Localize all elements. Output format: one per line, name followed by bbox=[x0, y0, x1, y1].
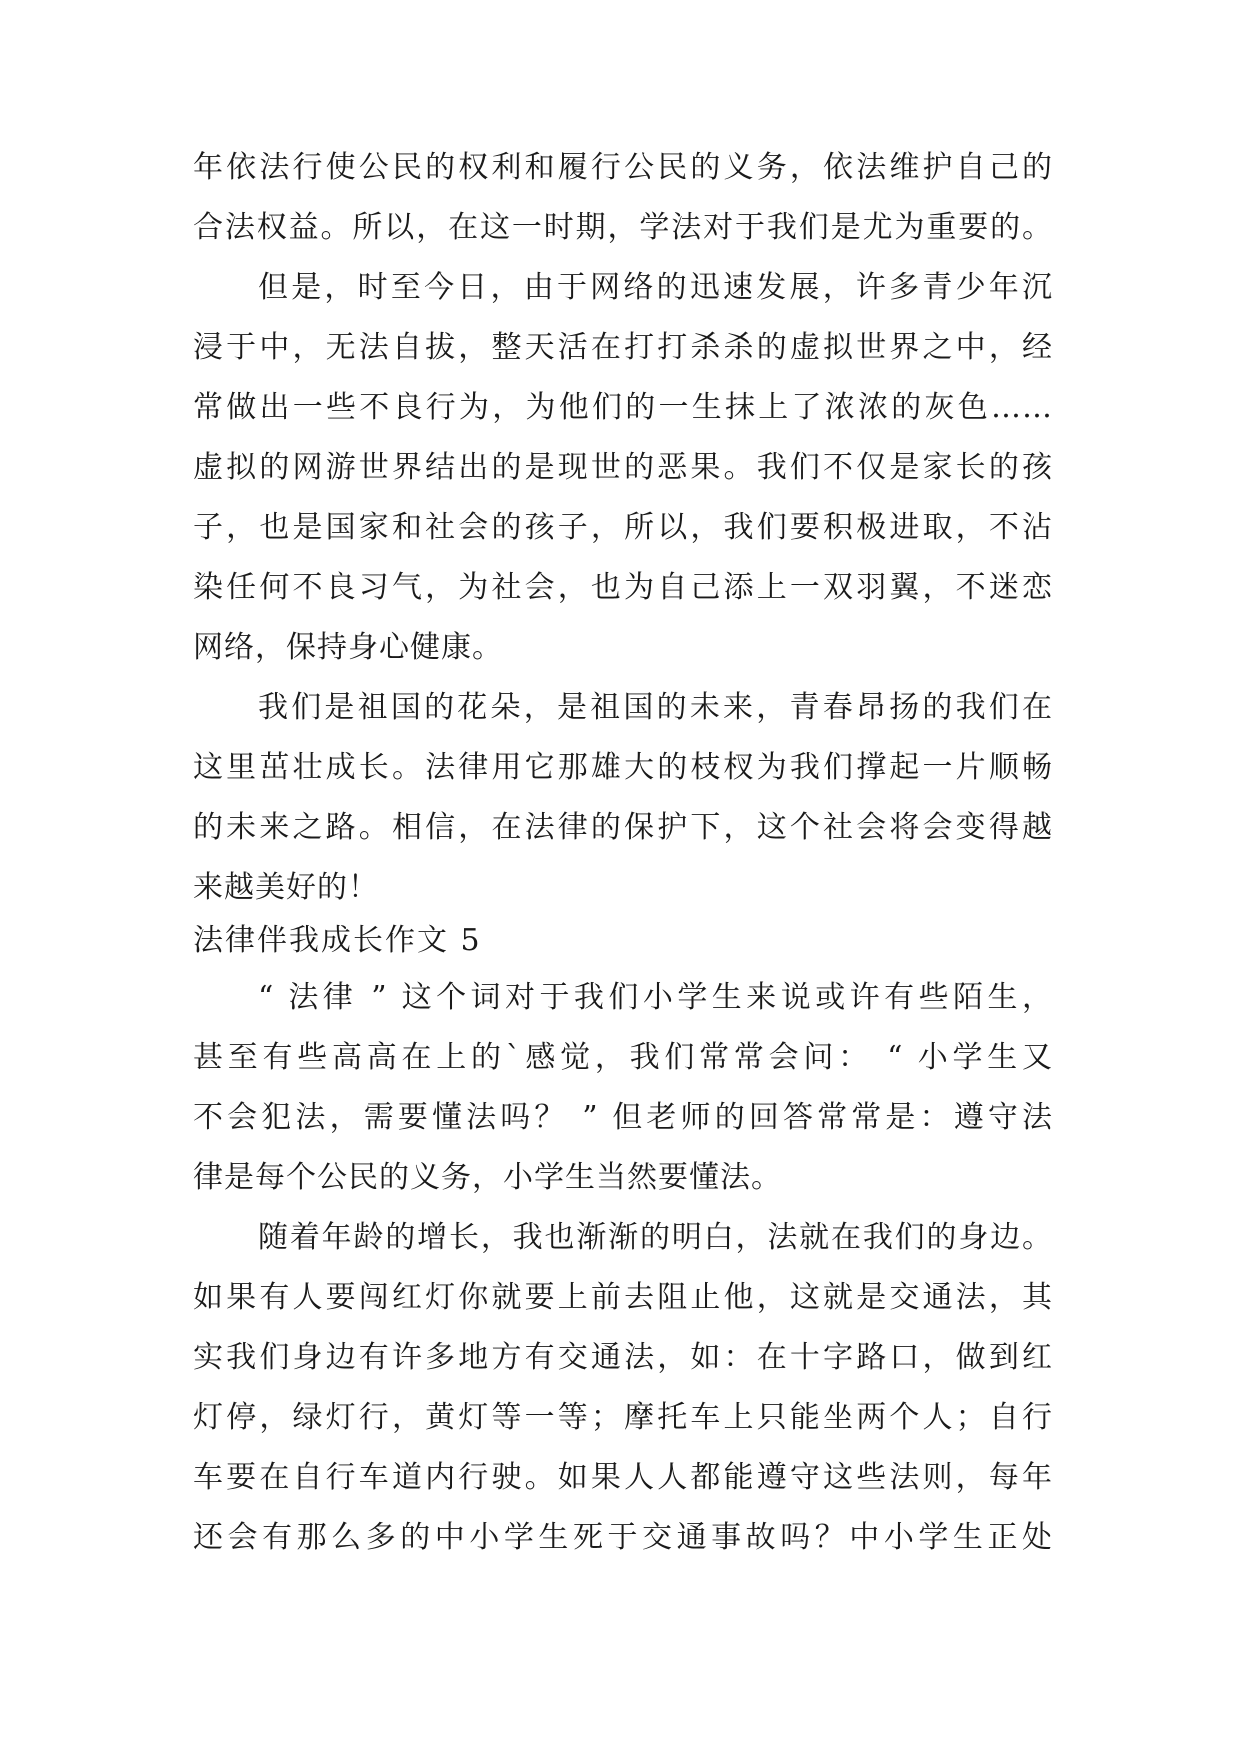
text-line: 如果有人要闯红灯你就要上前去阻止他，这就是交通法，其 bbox=[193, 1280, 1053, 1315]
text-line: 律是每个公民的义务，小学生当然要懂法。 bbox=[193, 1160, 782, 1195]
paragraph-first-line: 随着年龄的增长，我也渐渐的明白，法就在我们的身边。 bbox=[258, 1220, 1053, 1255]
text-line: 的未来之路。相信，在法律的保护下，这个社会将会变得越 bbox=[193, 810, 1053, 845]
text-line: 合法权益。所以，在这一时期，学法对于我们是尤为重要的。 bbox=[193, 210, 1053, 245]
paragraph-first-line: 但是，时至今日，由于网络的迅速发展，许多青少年沉 bbox=[258, 270, 1053, 305]
text-line: 浸于中，无法自拔，整天活在打打杀杀的虚拟世界之中，经 bbox=[193, 330, 1053, 365]
text-line: 年依法行使公民的权利和履行公民的义务，依法维护自己的 bbox=[193, 150, 1053, 185]
text-line: 来越美好的！ bbox=[193, 870, 379, 905]
paragraph-first-line: “ 法律 ” 这个词对于我们小学生来说或许有些陌生， bbox=[258, 980, 1053, 1015]
paragraph-first-line: 我们是祖国的花朵，是祖国的未来，青春昂扬的我们在 bbox=[258, 690, 1053, 725]
section-heading: 法律伴我成长作文 5 bbox=[193, 923, 482, 958]
text-line: 实我们身边有许多地方有交通法，如：在十字路口，做到红 bbox=[193, 1340, 1053, 1375]
text-line: 灯停，绿灯行，黄灯等一等；摩托车上只能坐两个人；自行 bbox=[193, 1400, 1053, 1435]
text-line: 虚拟的网游世界结出的是现世的恶果。我们不仅是家长的孩 bbox=[193, 450, 1053, 485]
text-line: 甚至有些高高在上的`感觉，我们常常会问： “ 小学生又 bbox=[193, 1040, 1053, 1075]
text-line: 常做出一些不良行为，为他们的一生抹上了浓浓的灰色…… bbox=[193, 390, 1053, 425]
text-line: 这里茁壮成长。法律用它那雄大的枝杈为我们撑起一片顺畅 bbox=[193, 750, 1053, 785]
text-line: 网络，保持身心健康。 bbox=[193, 630, 503, 665]
text-line: 不会犯法，需要懂法吗？ ” 但老师的回答常常是：遵守法 bbox=[193, 1100, 1053, 1135]
text-line: 还会有那么多的中小学生死于交通事故吗？中小学生正处 bbox=[193, 1520, 1053, 1555]
text-line: 子，也是国家和社会的孩子，所以，我们要积极进取，不沾 bbox=[193, 510, 1053, 545]
text-line: 染任何不良习气，为社会，也为自己添上一双羽翼，不迷恋 bbox=[193, 570, 1053, 605]
text-line: 车要在自行车道内行驶。如果人人都能遵守这些法则，每年 bbox=[193, 1460, 1053, 1495]
